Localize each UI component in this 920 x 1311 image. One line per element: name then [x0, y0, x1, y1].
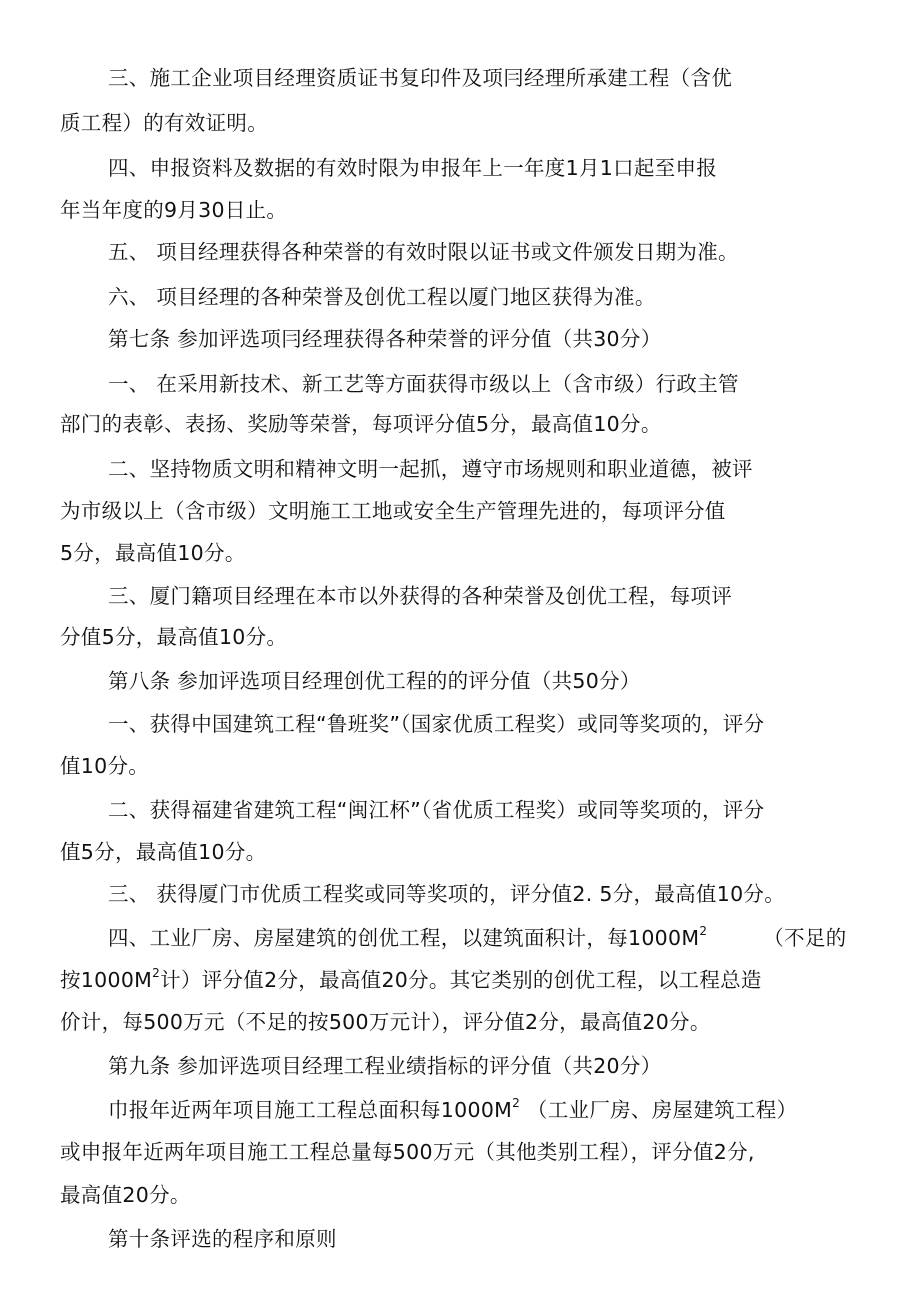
- text-line: 六、 项目经理的各种荣誉及创优工程以厦门地区获得为准。: [108, 285, 656, 309]
- text-line: 一、获得中国建筑工程“鲁班奖”（国家优质工程奖）或同等奖项的，评分: [108, 712, 765, 736]
- text-line: [108, 924, 847, 952]
- text-line: 五、 项目经理获得各种荣誉的有效时限以证书或文件颁发日期为准。: [108, 240, 739, 264]
- text-line: 三、厦门籍项目经理在本市以外获得的各种荣誉及创优工程，每项评: [108, 584, 732, 608]
- text-line: 价计，每500万元（不足的按500万元计），评分值2分，最高值20分。: [60, 1010, 711, 1034]
- text-line: 最高值20分。: [60, 1183, 191, 1207]
- section-heading: 第九条 参加评选项目经理工程业绩指标的评分值（共20分）: [108, 1054, 662, 1078]
- text-line: 5分，最高值10分。: [60, 541, 246, 565]
- text-line: [60, 966, 762, 994]
- text-line: 分值5分，最高值10分。: [60, 625, 288, 649]
- text-line: 或申报年近两年项目施工工程总量每500万元（其他类别工程），评分值2分,: [60, 1140, 755, 1164]
- text-line: 年当年度的9月30日止。: [60, 198, 288, 222]
- text-segment: 按1000M: [60, 968, 153, 992]
- text-line: 二、获得福建省建筑工程“闽江杯”（省优质工程奖）或同等奖项的，评分: [108, 798, 765, 822]
- text-line: 三、 获得厦门市优质工程奖或同等奖项的，评分值2. 5分，最高值10分。: [108, 882, 786, 906]
- text-line: 值5分，最高值10分。: [60, 840, 267, 864]
- text-segment: （工业厂房、房屋建筑工程）: [520, 1098, 798, 1122]
- text-line: 部门的表彰、表扬、奖励等荣誉，每项评分值5分，最高值10分。: [60, 412, 662, 436]
- text-line: 二、坚持物质文明和精神文明一起抓，遵守市场规则和职业道德，被评: [108, 457, 753, 481]
- text-line: 一、 在采用新技术、新工艺等方面获得市级以上（含市级）行政主管: [108, 372, 739, 396]
- text-line: 四、申报资料及数据的有效时限为申报年上一年度1月1口起至申报: [108, 156, 718, 180]
- superscript: 2: [512, 1096, 521, 1111]
- text-segment: 计）评分值2分，最高值20分。其它类别的创优工程，以工程总造: [160, 968, 762, 992]
- text-line: 值10分。: [60, 754, 150, 778]
- text-segment: 四、工业厂房、房屋建筑的创优工程，以建筑面积计，每1000M: [108, 926, 700, 950]
- superscript: 2: [152, 966, 161, 981]
- text-line: 为市级以上（含市级）文明施工工地或安全生产管理先进的，每项评分值: [60, 499, 726, 523]
- superscript: 2: [699, 924, 708, 939]
- text-segment: 巾报年近两年项目施工工程总面积每1000M: [108, 1098, 513, 1122]
- text-line: [108, 1096, 797, 1124]
- section-heading: 第十条评选的程序和原则: [108, 1227, 337, 1251]
- text-line: 三、施工企业项目经理资质证书复印件及项冃经理所承建工程（含优: [108, 66, 732, 90]
- section-heading: 第八条 参加评选项目经理创优工程的的评分值（共50分）: [108, 669, 641, 693]
- section-heading: 第七条 参加评选项冃经理获得各种荣誉的评分值（共30分）: [108, 327, 662, 351]
- text-line: 质工程）的有效证明。: [60, 111, 268, 135]
- text-segment: （不足的: [763, 926, 847, 950]
